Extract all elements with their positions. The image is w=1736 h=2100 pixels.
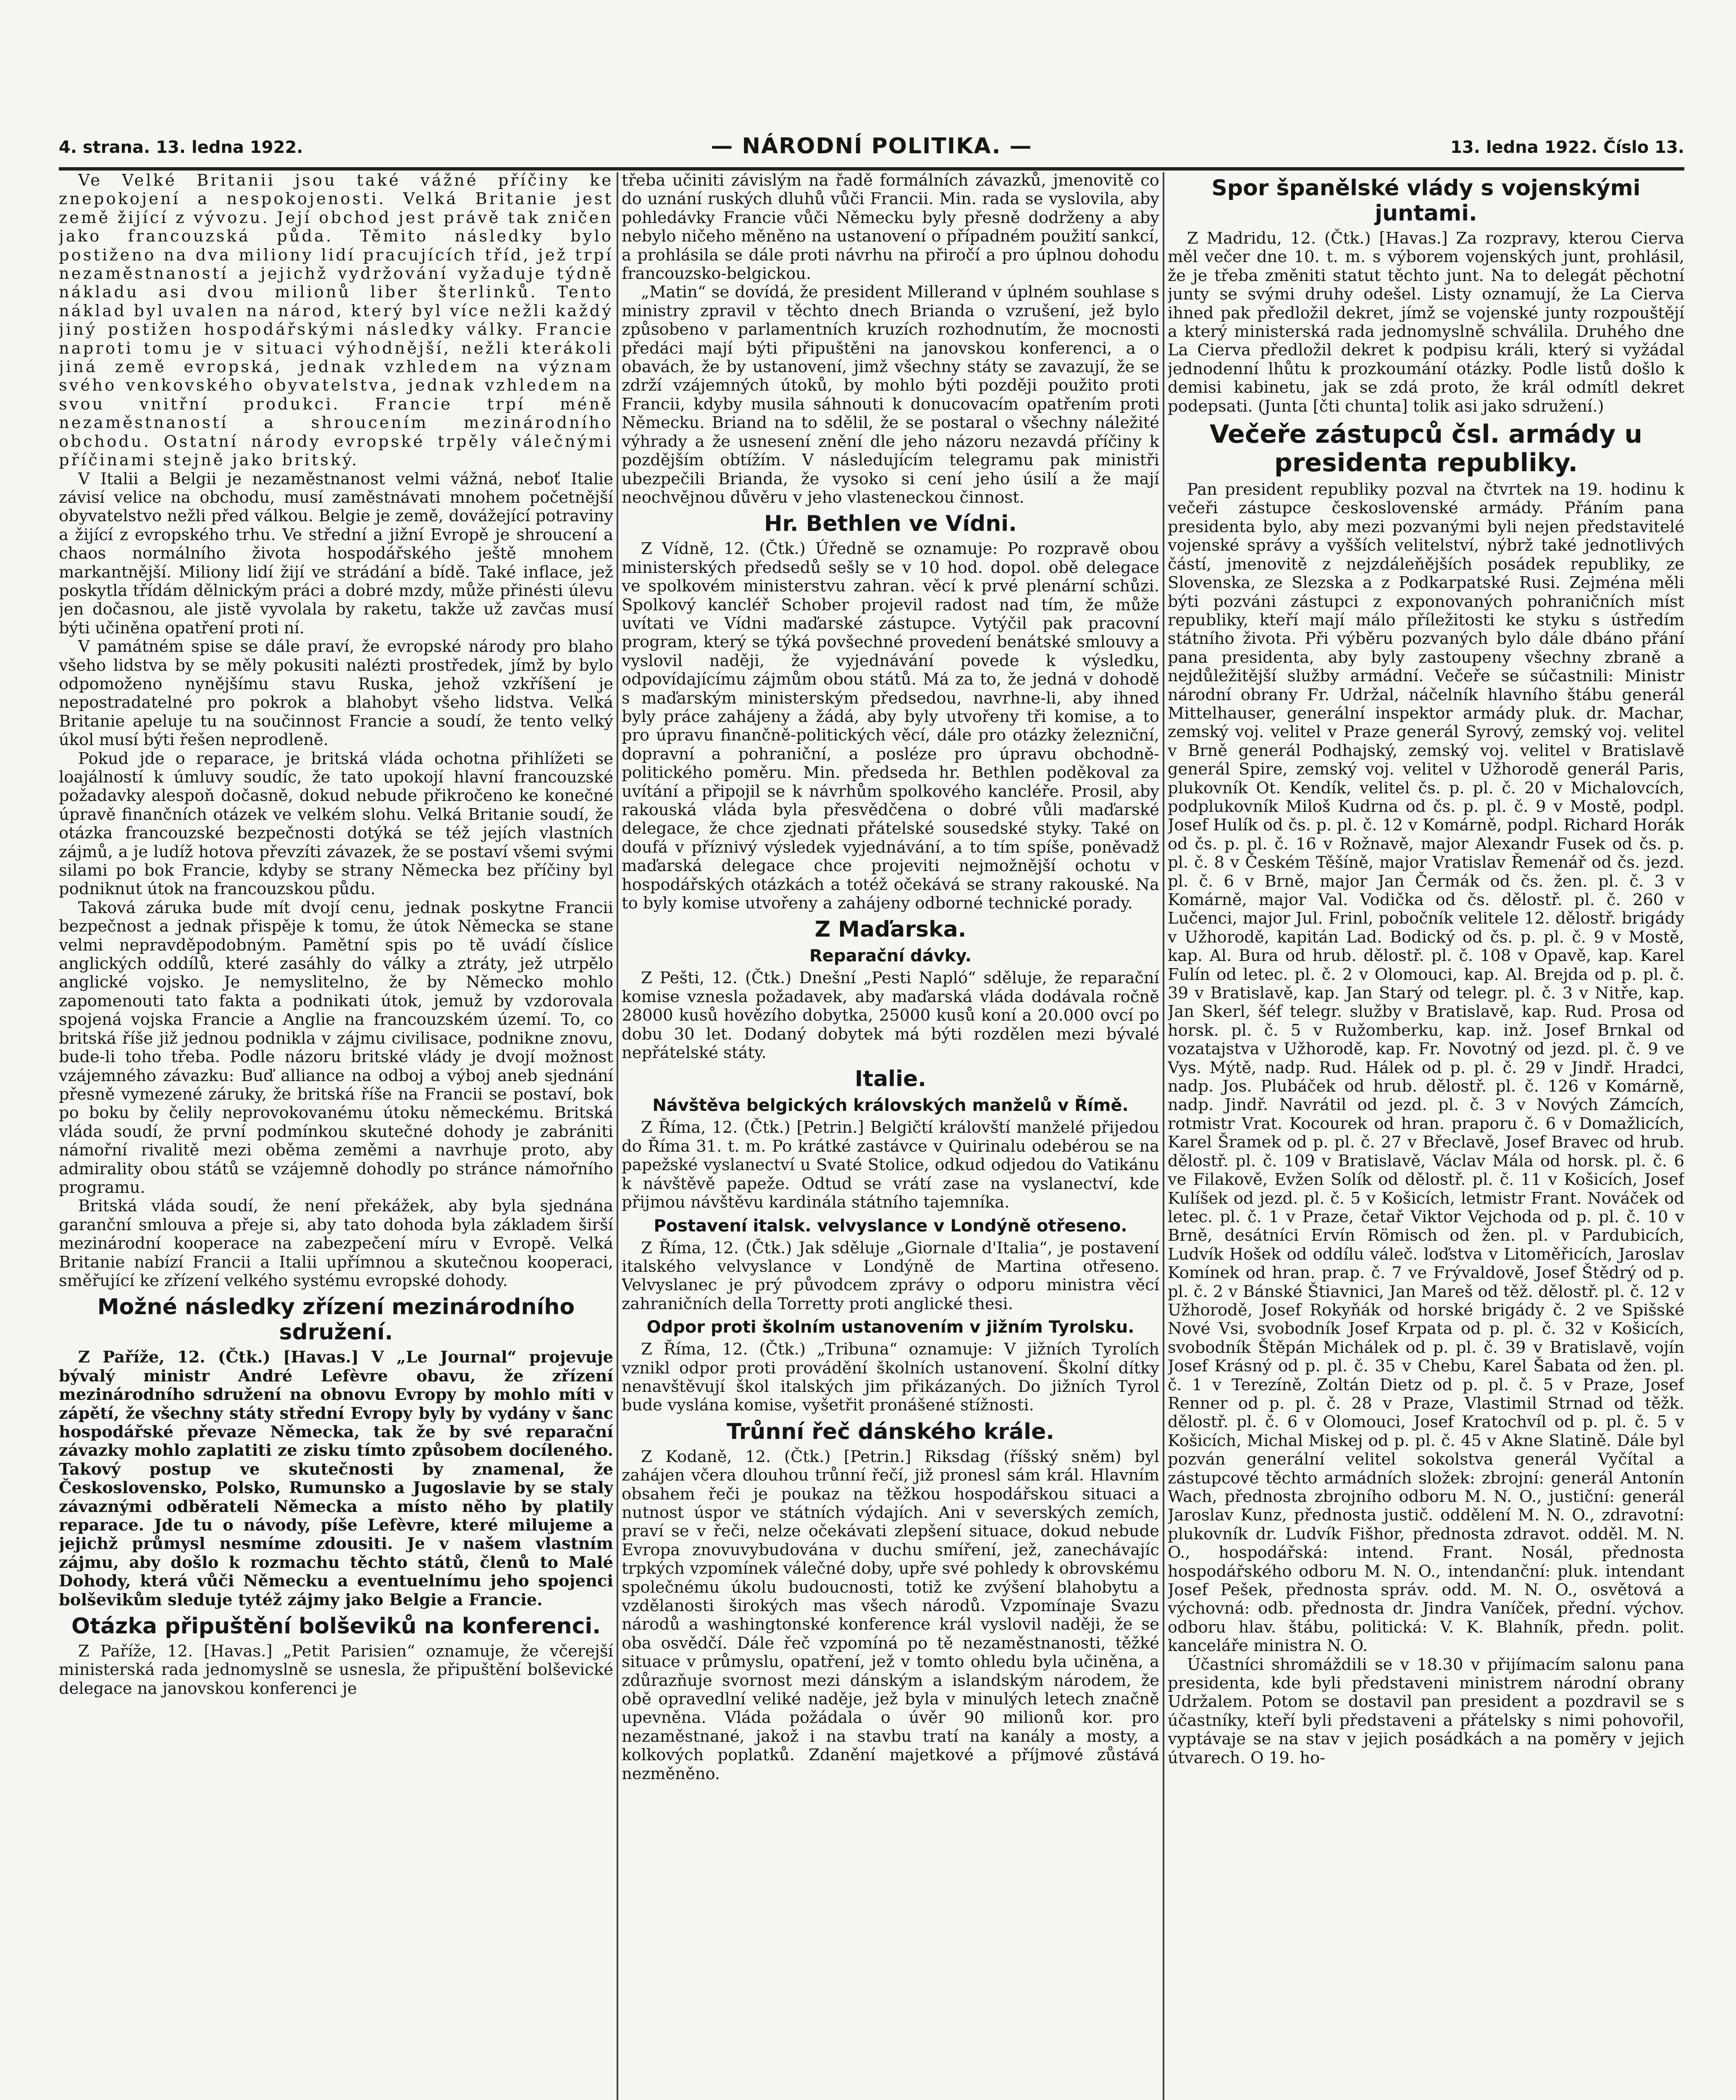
article-paragraph: Ve Velké Britanii jsou také vážné příčiny ke znepokojení a nespokojenosti. Velká Britanie jest země žijící z vývozu. Její obchod jest právě tak zničen jako francouzská půda. Těmito následky bylo postiženo na dva miliony lidí pracujících tříd, jež trpí nezaměstnaností a jejichž vydržování vyžaduje týdně nákladu asi dvou milionů liber šterlinků. Tento náklad byl uvalen na národ, který byl více nežli každý jiný postižen hospodářskými následky války. Francie naproti tomu je v situaci výhodnější, nežli kterákoli jiná země evropská, jednak vzhledem na význam svého venkovského obyvatelstva, jednak vzhledem na svou vnitřní produkci. Francie trpí méně nezaměstnaností a shroucením mezinárodního obchodu. Ostatní národy evropské trpěly válečnými příčinami stejně jako britský.	[59, 171, 613, 470]
article-paragraph: Z Kodaně, 12. (Čtk.) [Petrin.] Riksdag (říšský sněm) byl zahájen včera dlouhou trůnní řečí, již pronesl sám král. Hlavním obsahem řeči je poukaz na těžkou hospodářskou situaci a nutnost úspor ve státních výdajích. Ani v severských zemích, praví se v řeči, nelze očekávati zlepšení situace, dokud nebude Evropa znovuvybudována v duchu smíření, jež, zanechávajíc trpkých vzpomínek válečné doby, upře své pohledy k obrovskému společnému úkolu budoucnosti, totiž ke zvýšení blahobytu a vzdělanosti širokých mas všech národů. Vzpomínaje Svazu národů a washingtonské konference král vyslovil naději, že se oba osvědčí. Dále řeč vzpomíná po tě nezaměstnanosti, těžké situace v průmyslu, opatření, jež v tomto ohledu byla učiněna, a zdůrazňuje svornost mezi dánským a islandským národem, že obě opravedlní veliké naděje, jež byla v minulých letech značně upevněna. Vláda požádala o úvěr 90 milionů kor. pro nezaměstnané, jakož i na stavbu tratí na kanály a mosty, a kolkových poplatků. Zdanění majetkové a příjmové zůstává nezměněno.	[622, 1447, 1159, 1783]
header-rule	[59, 167, 1684, 171]
headline: Spor španělské vlády s vojenskými juntami.	[1211, 176, 1641, 226]
headline: Večeře zástupců čsl. armády u presidenta republiky.	[1209, 420, 1643, 478]
article-paragraph: Taková záruka bude mít dvojí cenu, jednak poskytne Francii bezpečnost a jednak přispěje k tomu, že útok Německa se stane velmi nepravděpodobným. Pamětní spis po tě uvádí číslice anglických oddílů, které zasáhly do války a ztráty, jež utrpělo anglické vojsko. Je nemyslitelno, že by Německo mohlo zapomenouti tato fakta a podnikati útok, jemuž by vzdorovala spojená vojska Francie a Anglie na francouzském území. To, co britská říše již jednou podnikla v zájmu civilisace, podnikne znovu, bude-li toho třeba. Podle názoru britské vlády je dvojí možnost vzájemného závazku: Buď alliance na odboj a výboj aneb sjednání přesně vymezené záruky, že britská říše na Francii se postaví, bok po boku by čelily neprovokovanému útoku německému. Britská vláda soudí, že první podmínkou skutečné dohody je zabrániti námořní rivalitě mezi oběma zeměmi a navrhuje proto, aby admirality obou států se vzájemně dohodly po stránce námořního programu.	[59, 898, 613, 1197]
article-paragraph: Pokud jde o reparace, je britská vláda ochotna přihlížeti se loajálností k úmluvy soudíc, že tato upokojí hlavní francouzské požadavky alespoň dočasně, dokud nebude přikročeno ke konečné úpravě finančních otázek ve velkém slohu. Velká Britanie soudí, že otázka francouzské bezpečnosti dotýká se též jejích vlastních zájmů, a je ludíž hotova převzíti závazek, že se postaví všemi svými silami po bok Francie, kdyby se strany Německa bez příčiny byl podniknut útok na francouzskou půdu.	[59, 749, 613, 899]
article-paragraph: Z Paříže, 12. (Čtk.) [Havas.] V „Le Journal“ projevuje bývalý ministr André Lefèvre obavu, že zřízení mezinárodního sdružení na obnovu Evropy by mohlo míti v zápětí, že všechny státy střední Evropy byly by vydány v šanc hospodářské převaze Německa, tak že by své reparační závazky mohlo zaplatiti ze zisku tímto způsobem docíleného. Takový postup ve skutečnosti by znamenal, že Československo, Polsko, Rumunsko a Jugoslavie by se staly závaznými odběrateli Německa a místo něho by platily reparace. Jde tu o návody, píše Lefèvre, které milujeme a jejichž průmysl nesmíme zdousiti. Je v našem vlastním zájmu, aby došlo k rozmachu těchto států, členů to Malé Dohody, která vůči Německu a eventuelnímu jeho spojenci bolševikům sleduje tytéž zájmy jako Belgie a Francie.	[59, 1348, 613, 1609]
headline: Italie.	[855, 1066, 926, 1092]
headline: Otázka připuštění bolševiků na konferenci.	[71, 1614, 601, 1639]
subheadline: Postavení italsk. velvyslance v Londýně otřeseno.	[654, 1216, 1127, 1236]
headline: Hr. Bethlen ve Vídni.	[764, 511, 1017, 537]
article-paragraph: třeba učiniti závislým na řadě formálních závazků, jmenovitě co do uznání ruských dluhů vůči Francii. Min. rada se vyslovila, aby pohledávky Francie vůči Německu byly přesně dodrženy a aby nebylo ničeho měněno na ustanovení o případném použití sankcí, a prohlásila se dále proti návrhu na přiročí a pro úplnou dohodu francouzsko-belgickou.	[622, 171, 1159, 284]
header-page-date: 4. strana. 13. ledna 1922.	[59, 138, 303, 157]
headline: Možné následky zřízení mezinárodního sdružení.	[97, 1294, 575, 1345]
article-paragraph: Z Pešti, 12. (Čtk.) Dnešní „Pesti Napló“ sděluje, že reparační komise vznesla požadavek, aby maďarská vláda dodávala ročně 28000 kusů hovězího dobytka, 25000 kusů koní a 20.000 ovcí po dobu 30 let. Dodaný dobytek má býti rozdělen mezi bývalé nepřátelské státy.	[622, 969, 1159, 1063]
masthead-title: — NÁRODNÍ POLITIKA. —	[711, 134, 1032, 159]
subheadline: Odpor proti školním ustanovením v jižním Tyrolsku.	[646, 1318, 1135, 1337]
column-divider	[617, 172, 618, 2100]
article-paragraph: V Italii a Belgii je nezaměstnanost velmi vážná, neboť Italie závisí velice na obchodu, musí zaměstnávati mnohem početnější obyvatelstvo nežli před válkou. Belgie je země, dovážející potraviny a žijící z evropského trhu. Ve střední a jižní Evropě je shroucení a chaos normálního života hospodářského ještě mnohem markantnější. Miliony lidí žijí ve strádání a bídě. Také inflace, jež poskytla třídám dělnickým práci a dobré mzdy, může přinésti úlevu jen dočasnou, ale jistě vyvolala by raketu, takže už zavčas musí býti učiněna opatření proti ní.	[59, 469, 613, 638]
subheadline: Návštěva belgických královských manželů v Římě.	[652, 1096, 1129, 1116]
page-header	[59, 134, 1684, 163]
article-paragraph: Pan president republiky pozval na čtvrtek na 19. hodinu k večeři zástupce československé armády. Přáním pana presidenta bylo, aby mezi pozvanými byli nejen představitelé vojenské správy a vyšších velitelství, nýbrž také jednotlivých částí, jmenovitě z nejzdáleňějších posádek republiky, ze Slovenska, ze Slezska a z Podkarpatské Rusi. Zejména měli býti pozváni zástupci z exponovaných pohraničních míst republiky, kteří mají málo příležitosti ke styku s ústředím státního života. Při výběru pozvaných bylo dále dbáno přání pana presidenta, aby byly zastoupeny všechny zbraně a nejdůležitější služby armádní. Večeře se súčastnili: Ministr národní obrany Fr. Udržal, náčelník hlavního štábu generál Mittelhauser, generální inspektor armády pluk. dr. Machar, zemský voj. velitel v Praze generál Syrový, zemský voj. velitel v Brně generál Podhajský, zemský voj. velitel v Bratislavě generál Spire, zemský voj. velitel v Užhorodě generál Paris, plukovník Ot. Kendík, velitel čs. p. pl. č. 20 v Michalovcích, podplukovník Miloš Kudrna od čs. p. pl. č. 9 v Mostě, podpl. Josef Hulík od čs. p. pl. č. 12 v Komárně, podpl. Richard Horák od čs. p. pl. č. 16 v Rožnavě, major Alexandr Fusek od čs. p. pl. č. 8 v Českém Těšíně, major Vratislav Řemenář od čs. jezd. pl. č. 6 v Brně, major Jan Čermák od čs. žen. pl. č. 3 v Komárně, major Val. Vodička od čs. dělostř. pl. č. 260 v Lučenci, major Jul. Frinl, pobočník velitele 12. dělostř. brigády v Užhorodě, kapitán Lad. Bodický od čs. p. pl. č. 9 v Mostě, kap. Al. Bura od hrub. dělostř. pl. č. 108 v Opavě, kap. Karel Fulín od letec. pl. č. 2 v Olomouci, kap. Al. Brejda od p. pl. č. 39 v Bratislavě, kap. Jan Starý od telegr. pl. č. 3 v Nitře, kap. Jan Skerl, šéf telegr. služby v Bratislavě, kap. Rud. Prosa od horsk. pl. č. 5 v Ružomberku, kap. inž. Josef Brnkal od vozatajstva v Užhorodě, kap. Fr. Novotný od jezd. pl. č. 9 ve Vys. Mýtě, nadp. Rud. Hálek od p. pl. č. 29 v Jindř. Hradci, nadp. Jos. Plubáček od hrub. dělostř. pl. č. 126 v Komárně, nadp. Jindř. Navrátil od jezd. pl. č. 3 v Nových Zámcích, rotmistr Vrat. Kocourek od hran. praporu č. 6 v Domažlicích, Karel Šramek od p. pl. č. 27 v Břeclavě, Josef Bravec od hrub. dělostř. pl. č. 109 v Bratislavě, Václav Mála od horsk. pl. č. 6 ve Filakově, Evžen Solík od dělostř. pl. č. 11 v Košicích, Josef Kulíšek od jezd. pl. č. 5 v Košicích, letmistr Frant. Nováček od letec. pl. č. 1 v Praze, četař Viktor Vejchoda od p. pl. č. 10 v Brně, desátníci Ervín Römisch od žen. pl. v Pardubicích, Ludvík Hošek od oddílu váleč. loďstva v Litoměřicích, Jaroslav Komínek od hran. prap. č. 7 ve Frývaldově, Josef Štědrý od p. pl. č. 2 v Bánské Štiavnici, Jan Mareš od těž. dělostř. pl. č. 12 v Užhorodě, Josef Rokyňák od horské brigády č. 2 ve Spišské Nové Vsi, svobodník Josef Krpata od p. pl. č. 32 v Košicích, svobodník Štěpán Michálek od p. pl. č. 39 v Bratislavě, vojín Josef Krásný od p. pl. č. 35 v Chebu, Karel Šabata od žen. pl. č. 1 v Terezíně, Zoltán Dietz od p. pl. č. 5 v Praze, Josef Renner od p. pl. č. 28 v Praze, Vlastimil Strnad od těžk. dělostř. pl. č. 6 v Olomouci, Josef Kratochvíl od p. pl. č. 5 v Košicích, Michal Miskej od p. pl. č. 45 v Akne Slatině. Dále byl pozván generální velitel sokolstva generál Vyčítal a zástupcové těchto armádních složek: zbrojní: generál Antonín Wach, přednosta zbrojního odboru M. N. O., justiční: generál Jaroslav Kunz, přednosta justič. oddělení M. N. O., zdravotní: plukovník dr. Ludvík Fišhor, přednosta zdravot. odděl. M. N. O., hospodářská: intend. Frant. Nosál, přednosta hospodářského odboru M. N. O., intendanční: pluk. intendant Josef Pešek, přednosta správ. odd. M. N. O., osvětová a výchovná: odb. přednosta dr. Jindra Vaníček, přední. výchov. odboru hlav. štábu, politická: V. K. Blahník, předn. polit. kanceláře ministra N. O.	[1168, 480, 1684, 1656]
headline: Trůnní řeč dánského krále.	[727, 1419, 1054, 1444]
headline: Z Maďarska.	[814, 917, 966, 942]
article-paragraph: Z Paříže, 12. [Havas.] „Petit Parisien“ oznamuje, že včerejší ministerská rada jednomyslně se usnesla, že připuštění bolševické delegace na janovskou konferenci je	[59, 1642, 613, 1698]
column-1	[59, 171, 613, 2100]
column-divider	[1163, 172, 1164, 2100]
article-paragraph: Z Říma, 12. (Čtk.) Jak sděluje „Giornale d'Italia“, je postavení italského velvyslance v Londýně de Martina otřeseno. Velvyslanec je prý původcem zprávy o odporu ministra věcí zahraničních della Torretty proti anglické thesi.	[622, 1238, 1159, 1313]
article-paragraph: Britská vláda soudí, že není překážek, aby byla sjednána garanční smlouva a přeje si, aby tato dohoda byla základem širší mezinárodní kooperace na zabezpečení míru v Evropě. Velká Britanie nabízí Francii a Italii upřímnou a skutečnou kooperaci, směřující ke zřízení velkého systému evropské dohody.	[59, 1197, 613, 1290]
article-paragraph: Z Říma, 12. (Čtk.) [Petrin.] Belgičtí královští manželé přijedou do Říma 31. t. m. Po krátké zastávce v Quirinalu odebérou se na papežské vyslanectví u Svaté Stolice, odkud odjedou do Vatikánu k návštěvě papeže. Odtud se vrátí zase na vyslanectví, kde přijmou návštěvu kardinála státního tajemníka.	[622, 1118, 1159, 1212]
article-paragraph: V památném spise se dále praví, že evropské národy pro blaho všeho lidstva by se měly pokusiti nalézti prostředek, jímž by bylo odpomoženo nynějšímu stavu Ruska, jehož vzkříšení je nepostradatelné pro pokrok a blahobyt všeho lidstva. Velká Britanie apeluje tu na součinnost Francie a soudí, že tento velký úkol musí býti řešen neprodleně.	[59, 637, 613, 750]
header-date-issue: 13. ledna 1922. Číslo 13.	[1450, 138, 1684, 157]
column-3	[1168, 171, 1684, 2100]
article-paragraph: Z Vídně, 12. (Čtk.) Úředně se oznamuje: Po rozpravě obou ministerských předsedů sešly se v 10 hod. dopol. obě delegace ve spolkovém ministerstvu zahran. věcí k prvé plenární schůzi. Spolkový kancléř Schober projevil radost nad tím, že může uvítati ve Vídni maďarské zástupce. Vytýčil pak pracovní program, který se týká povšechné provedení benátské smlouvy a vyslovil naději, že vyjednávání povede k výsledku, odpovídajícímu zájmům obou států. Má za to, že jedná v dohodě s maďarským ministerským předsedou, navrhne-li, aby ihned byly práce zahájeny a žádá, aby byly utvořeny tři komise, a to pro úpravu finančně-politických věcí, dále pro otázky železniční, dopravní a pohraniční, a posléze pro úpravu obchodně-politického poměru. Min. předseda hr. Bethlen poděkoval za uvítání a připojil se k návrhům spolkového kancléře. Prosil, aby rakouská vláda byla přesvědčena o dobré vůli maďarské delegace, že chce zjednati přátelské sousedské styky. Také on doufá v příznivý výsledek vyjednávání, a to tím spíše, poněvadž maďarská delegace chce projeviti nejmožnější ochotu v hospodářských otázkách a totéž očekává se strany rakouské. Na to byly komise utvořeny a zahájeny odborné technické porady.	[622, 539, 1159, 913]
article-paragraph: Účastníci shromáždili se v 18.30 v přijímacím salonu pana presidenta, kde byli představeni ministrem národní obrany Udržalem. Potom se dostavil pan president a pozdravil se s účastníky, kteří byli představeni a přátelsky s nimi pohovořil, vyptávaje se na stav v jejich posádkách a na poměry v jejich útvarech. O 19. ho-	[1168, 1655, 1684, 1767]
subheadline: Reparační dávky.	[809, 946, 972, 966]
column-2	[622, 171, 1159, 2100]
article-paragraph: „Matin“ se dovídá, že president Millerand v úplném souhlase s ministry zpravil v těchto dnech Brianda o vzrušení, jež bylo způsobeno v parlamentních kruzích rozhodnutím, že mocnosti předáci mají býti připuštěni na janovskou konferenci, a o obavách, že by ustanovení, jimž všechny státy se zavazují, že se zdrží vzájemných útoků, by mohlo býti později použito proti Francii, kdyby musila sáhnouti k donucovacím opatřením proti Německu. Briand na to sdělil, že se postaral o všechny náležité výhrady a že usnesení znění dle jeho názoru nezavdá příčiny k pozdějším obtížím. V následujícím telegramu pak ministři ubezpečili Brianda, že vysoko si cení jeho úsilí a že mají neochvějnou důvěru v jeho vlasteneckou činnost.	[622, 283, 1159, 507]
article-paragraph: Z Madridu, 12. (Čtk.) [Havas.] Za rozpravy, kterou Cierva měl večer dne 10. t. m. s výborem vojenských junt, prohlásil, že je třeba změniti statut těchto junt. Na to delegát pěchotní junty se svými druhy odešel. Listy oznamují, že La Cierva ihned pak předložil dekret, jímž se vojenské junty rozpouštějí a který ministerská rada jednomyslně schválila. Druhého dne La Cierva předložil dekret k podpisu králi, který si vyžádal jednodenní lhůtu k prozkoumání otázky. Podle listů došlo k demisi kabinetu, jak se zdá proto, že král odmítl dekret podepsati. (Junta [čti chunta] tolik asi jako sdružení.)	[1168, 229, 1684, 416]
article-paragraph: Z Říma, 12. (Čtk.) „Tribuna“ oznamuje: V jižních Tyrolích vznikl odpor proti provádění školních ustanovení. Školní dítky nenavštěvují škol italských jim přikázaných. Do jižních Tyrol bude vyslána komise, vyšetřit pronášené stížnosti.	[622, 1340, 1159, 1415]
